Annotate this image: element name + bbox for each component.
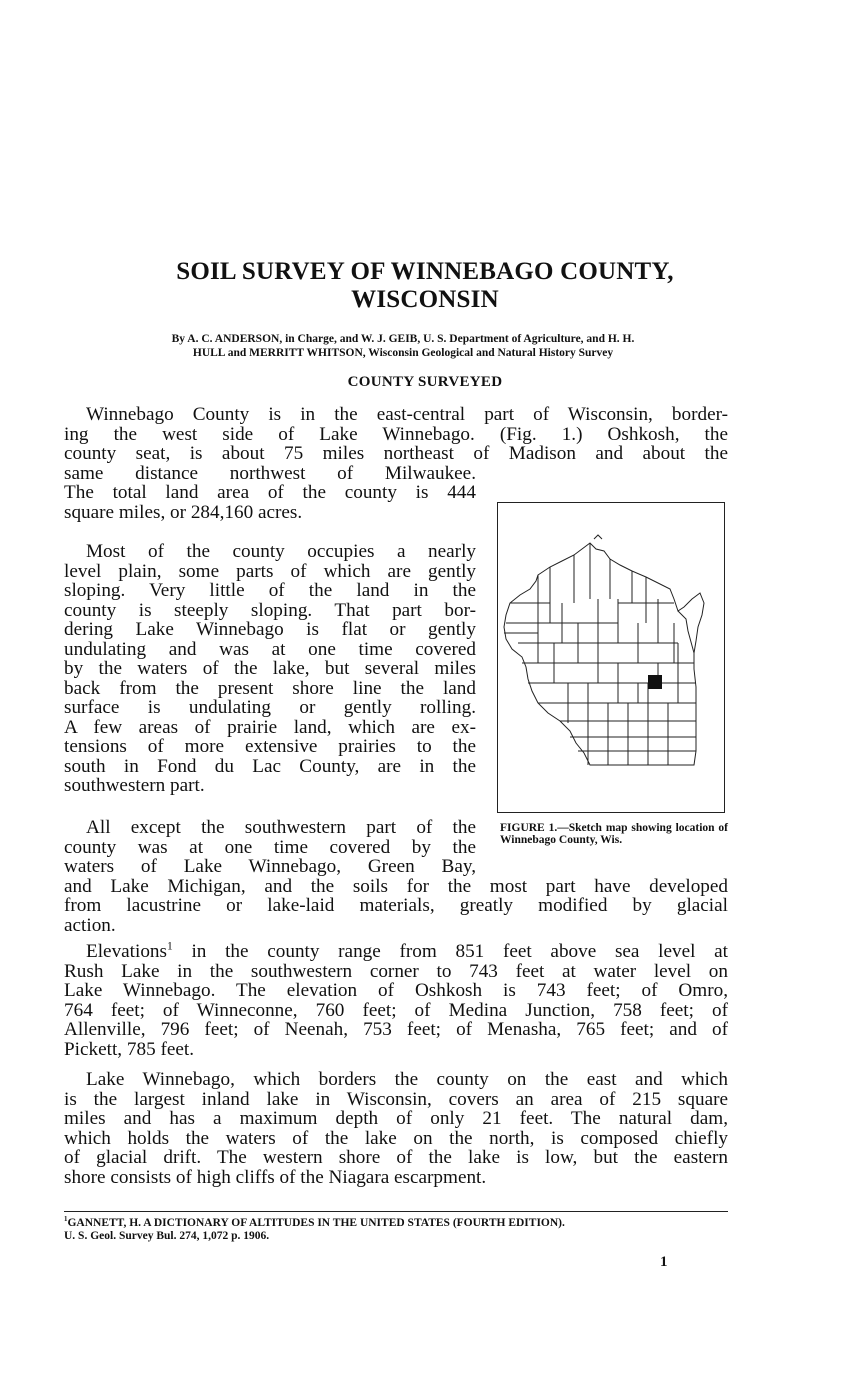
- p2-line: Most of the county occupies a nearly: [86, 541, 476, 562]
- figure-1-caption: FIGURE 1.—Sketch map showing location of Winnebago County, Wis.: [500, 822, 728, 846]
- p5-line: is the largest inland lake in Wisconsin, covers an area of 215 square: [64, 1088, 728, 1110]
- p3-line: All except the southwestern part of the: [86, 817, 476, 838]
- p5-line: Lake Winnebago, which borders the county on the east and which: [86, 1069, 728, 1090]
- p5-line: of glacial drift. The western shore of the lake is low, but the eastern: [64, 1147, 728, 1168]
- p4-line: Lake Winnebago. The elevation of Oshkosh is 743 feet; of Omro,: [64, 980, 728, 1001]
- p2-line: undulating and was at one time covered: [64, 638, 476, 660]
- p3-line: and Lake Michigan, and the soils for the most part have developed: [64, 875, 728, 897]
- p4-line: 764 feet; of Winneconne, 760 feet; of Medina Junction, 758 feet; of: [64, 999, 728, 1021]
- footnote-marker: 1: [64, 1216, 68, 1224]
- p4-line: Rush Lake in the southwestern corner to 743 feet at water level on: [64, 960, 728, 982]
- p1-line: same distance northwest of Milwaukee.: [64, 462, 476, 484]
- authors-line-2: HULL and MERRITT WHITSON, Wisconsin Geological and Natural History Survey: [192, 347, 614, 359]
- p2-line: tensions of more extensive prairies to the: [64, 736, 476, 757]
- footnote-line-1: [64, 1217, 732, 1230]
- p5-line: shore consists of high cliffs of the Niagara escarpment.: [64, 1166, 487, 1188]
- title-line-2: WISCONSIN: [351, 286, 499, 313]
- footnote-divider: [64, 1211, 728, 1212]
- p4-word: in the county range from 851 feet above sea level at: [172, 941, 728, 962]
- p1-line: square miles, or 284,160 acres.: [64, 501, 303, 523]
- footnote-reference: 1: [167, 940, 173, 953]
- p3-line: county was at one time covered by the: [64, 836, 476, 858]
- winnebago-county-highlight: [648, 675, 662, 689]
- p2-line: dering Lake Winnebago is flat or gently: [64, 619, 476, 640]
- p4-line: [64, 942, 728, 962]
- p2-line: southwestern part.: [64, 775, 205, 796]
- p2-line: surface is undulating or gently rolling.: [64, 697, 476, 718]
- p3-line: action.: [64, 914, 116, 936]
- p1-line: county seat, is about 75 miles northeast of Madison and about the: [64, 443, 728, 464]
- paragraph-5: [64, 1070, 728, 1187]
- authors-byline: [58, 332, 748, 360]
- document-title: [60, 258, 790, 314]
- p3-line: waters of Lake Winnebago, Green Bay,: [64, 856, 476, 877]
- county-lines: [504, 543, 696, 765]
- p1-line: ing the west side of Lake Winnebago. (Fig. 1.) Oshkosh, the: [64, 423, 728, 445]
- footnote-line-2: U. S. Geol. Survey Bul. 274, 1,072 p. 1906.: [64, 1230, 270, 1242]
- p1-line: The total land area of the county is 444: [64, 482, 476, 503]
- p2-line: by the waters of the lake, but several miles: [64, 658, 476, 679]
- island-outline: [594, 535, 602, 539]
- p2-line: county is steeply sloping. That part bor-: [64, 599, 476, 621]
- paragraph-4: [64, 942, 728, 1059]
- page-number: 1: [660, 1254, 668, 1270]
- p3-line: from lacustrine or lake-laid materials, greatly modified by glacial: [64, 895, 728, 916]
- footnote-citation: GANNETT, H. A DICTIONARY OF ALTITUDES IN THE UNITED STATES (FOURTH EDITION).: [67, 1217, 565, 1229]
- p2-line: south in Fond du Lac County, are in the: [64, 755, 476, 777]
- p5-line: which holds the waters of the lake on the north, is composed chiefly: [64, 1127, 728, 1149]
- p2-line: sloping. Very little of the land in the: [64, 580, 476, 601]
- p2-line: back from the present shore line the land: [64, 677, 476, 699]
- p4-word: Elevations: [86, 941, 167, 962]
- p2-line: level plain, some parts of which are gently: [64, 560, 476, 582]
- p4-line: Pickett, 785 feet.: [64, 1038, 195, 1060]
- authors-line-1: By A. C. ANDERSON, in Charge, and W. J. GEIB, U. S. Department of Agriculture, and H. H.: [171, 333, 635, 345]
- door-peninsula-outline: [678, 611, 694, 653]
- p2-line: A few areas of prairie land, which are ex-: [64, 716, 476, 738]
- section-heading: COUNTY SURVEYED: [347, 374, 503, 390]
- figure-1-map: [497, 502, 725, 813]
- p1-line: Winnebago County is in the east-central part of Wisconsin, border-: [86, 404, 728, 425]
- p5-line: miles and has a maximum depth of only 21 feet. The natural dam,: [64, 1108, 728, 1129]
- paragraph-2: [64, 542, 476, 796]
- p4-line: Allenville, 796 feet; of Neenah, 753 feet; of Menasha, 765 feet; and of: [64, 1019, 728, 1040]
- wisconsin-county-map: [498, 503, 724, 812]
- title-line-1: SOIL SURVEY OF WINNEBAGO COUNTY,: [176, 258, 674, 285]
- footnote: [64, 1217, 732, 1243]
